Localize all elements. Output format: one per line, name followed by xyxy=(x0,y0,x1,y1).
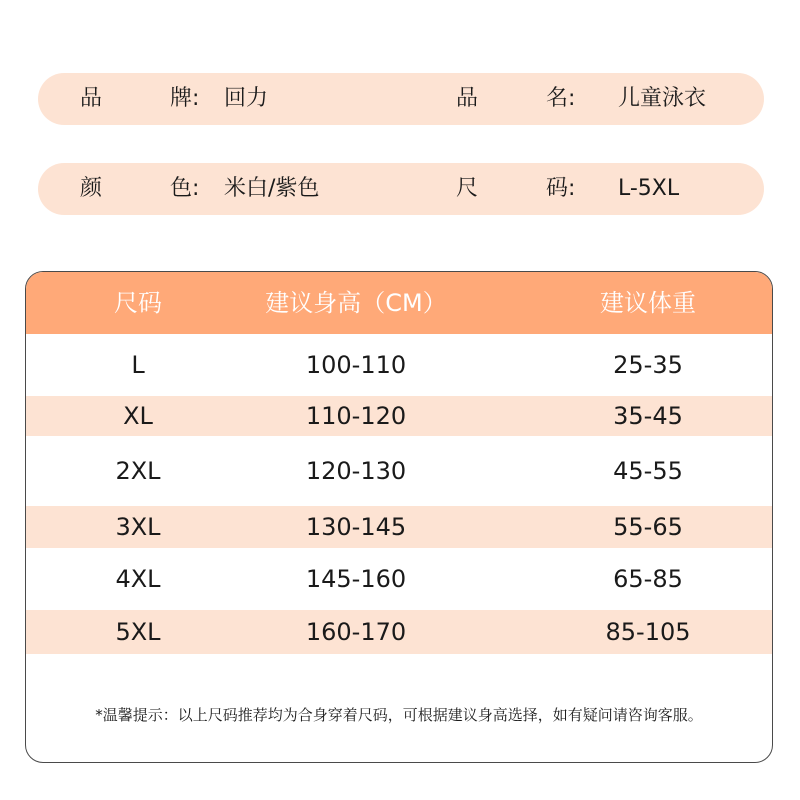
table-row xyxy=(26,610,772,654)
brand-value: 回力 xyxy=(224,86,269,111)
product-name-value: 儿童泳衣 xyxy=(618,86,707,111)
color-colon: : xyxy=(192,176,200,201)
table-row xyxy=(26,506,772,548)
size-cell: 4XL xyxy=(115,565,161,593)
info-row-color-size xyxy=(38,163,764,215)
size-cell: XL xyxy=(123,402,153,430)
size-cell: L xyxy=(131,351,145,379)
table-row xyxy=(26,334,772,396)
table-row xyxy=(26,436,772,506)
weight-cell: 45-55 xyxy=(613,457,683,485)
weight-cell: 65-85 xyxy=(613,565,683,593)
height-cell: 110-120 xyxy=(305,402,407,430)
size-cell: 3XL xyxy=(115,513,161,541)
size-tip-note: *温馨提示：以上尺码推荐均为合身穿着尺码，可根据建议身高选择，如有疑问请咨询客服。 xyxy=(95,706,703,724)
table-row xyxy=(26,396,772,436)
product-name-label: 品名 xyxy=(456,86,568,111)
color-label: 颜色 xyxy=(80,176,192,201)
size-range-colon: : xyxy=(568,176,576,201)
header-size: 尺码 xyxy=(114,289,162,317)
info-row-brand-name xyxy=(38,73,764,125)
header-height: 建议身高（CM） xyxy=(265,289,447,317)
header-weight: 建议体重 xyxy=(600,289,696,317)
height-cell: 120-130 xyxy=(305,457,407,485)
height-cell: 145-160 xyxy=(305,565,407,593)
height-cell: 100-110 xyxy=(305,351,407,379)
size-cell: 2XL xyxy=(115,457,161,485)
size-range-value: L-5XL xyxy=(618,176,680,201)
table-row xyxy=(26,548,772,610)
brand-colon: : xyxy=(192,86,200,111)
product-name-colon: : xyxy=(568,86,576,111)
height-cell: 160-170 xyxy=(305,618,407,646)
weight-cell: 55-65 xyxy=(613,513,683,541)
height-cell: 130-145 xyxy=(305,513,407,541)
color-value: 米白/紫色 xyxy=(224,176,320,201)
weight-cell: 35-45 xyxy=(613,402,683,430)
brand-label: 品牌 xyxy=(80,86,192,111)
size-cell: 5XL xyxy=(115,618,161,646)
weight-cell: 25-35 xyxy=(613,351,683,379)
size-range-label: 尺码 xyxy=(456,176,568,201)
weight-cell: 85-105 xyxy=(605,618,691,646)
size-chart-table xyxy=(25,271,773,763)
table-header xyxy=(26,272,772,334)
